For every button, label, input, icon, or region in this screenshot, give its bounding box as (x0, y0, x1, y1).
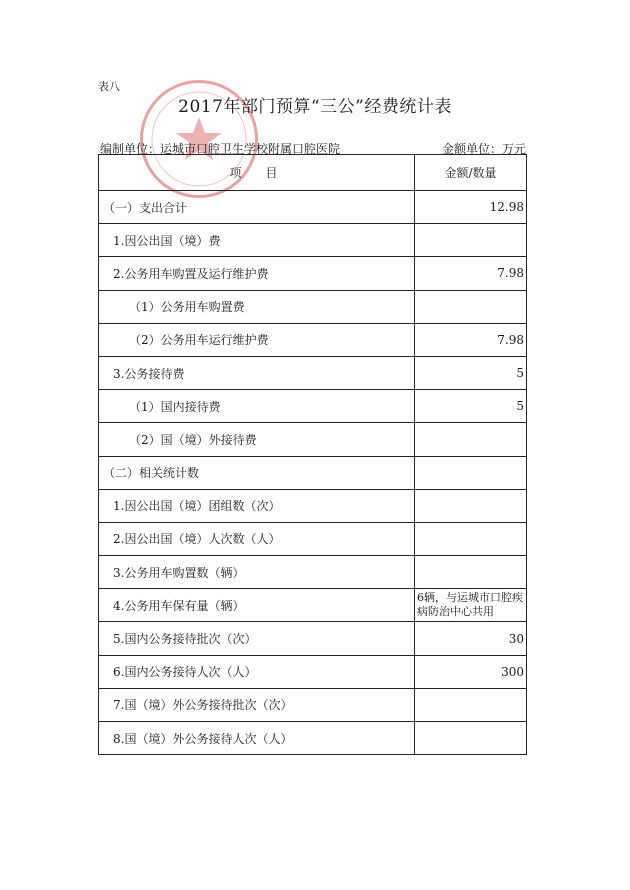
header-amount: 金额/数量 (415, 155, 527, 191)
amount-unit: 金额单位：万元 (441, 142, 526, 156)
row-value: 30 (415, 622, 527, 655)
table-row (99, 423, 527, 456)
row-label: 1.因公出国（境）团组数（次） (99, 489, 415, 522)
table-row (99, 323, 527, 356)
header-item: 项 目 (99, 155, 415, 191)
row-value: 12.98 (415, 191, 527, 224)
table-row (99, 622, 527, 655)
table-header-row (99, 155, 527, 191)
row-value (415, 423, 527, 456)
row-value: 300 (415, 655, 527, 688)
page-tag: 表八 (98, 80, 120, 93)
row-value (415, 224, 527, 257)
table-row (99, 722, 527, 755)
row-value (415, 456, 527, 489)
row-label: （一）支出合计 (99, 191, 415, 224)
table-row (99, 456, 527, 489)
row-value (415, 522, 527, 555)
table-row (99, 522, 527, 555)
row-label: 1.因公出国（境）费 (99, 224, 415, 257)
table-row (99, 489, 527, 522)
row-label: （1）国内接待费 (99, 390, 415, 423)
row-label: 2.因公出国（境）人次数（人） (99, 522, 415, 555)
row-label: 2.公务用车购置及运行维护费 (99, 257, 415, 290)
table-row (99, 688, 527, 721)
row-label: 3.公务用车购置数（辆） (99, 556, 415, 589)
row-value (415, 688, 527, 721)
row-value (415, 556, 527, 589)
row-label: 6.国内公务接待人次（人） (99, 655, 415, 688)
row-value (415, 290, 527, 323)
table-row (99, 655, 527, 688)
row-value: 6辆，与运城市口腔疾病防治中心共用 (415, 589, 527, 622)
row-value: 7.98 (415, 257, 527, 290)
row-value (415, 722, 527, 755)
table-row (99, 390, 527, 423)
table-row (99, 556, 527, 589)
document-title: 2017年部门预算“三公”经费统计表 (178, 97, 452, 117)
row-label: （二）相关统计数 (99, 456, 415, 489)
row-value (415, 489, 527, 522)
row-value: 7.98 (415, 323, 527, 356)
row-label: （2）公务用车运行维护费 (99, 323, 415, 356)
table-row (99, 356, 527, 389)
row-label: 5.国内公务接待批次（次） (99, 622, 415, 655)
row-label: （2）国（境）外接待费 (99, 423, 415, 456)
table-row (99, 191, 527, 224)
row-value: 5 (415, 390, 527, 423)
row-label: （1）公务用车购置费 (99, 290, 415, 323)
table-row (99, 257, 527, 290)
table-row (99, 224, 527, 257)
three-public-expenses-table (98, 154, 527, 755)
row-value: 5 (415, 356, 527, 389)
table-row (99, 290, 527, 323)
row-label: 3.公务接待费 (99, 356, 415, 389)
table-row (99, 589, 527, 622)
row-label: 7.国（境）外公务接待批次（次） (99, 688, 415, 721)
row-label: 4.公务用车保有量（辆） (99, 589, 415, 622)
row-label: 8.国（境）外公务接待人次（人） (99, 722, 415, 755)
compiling-unit: 编制单位：运城市口腔卫生学校附属口腔医院 (100, 142, 341, 156)
